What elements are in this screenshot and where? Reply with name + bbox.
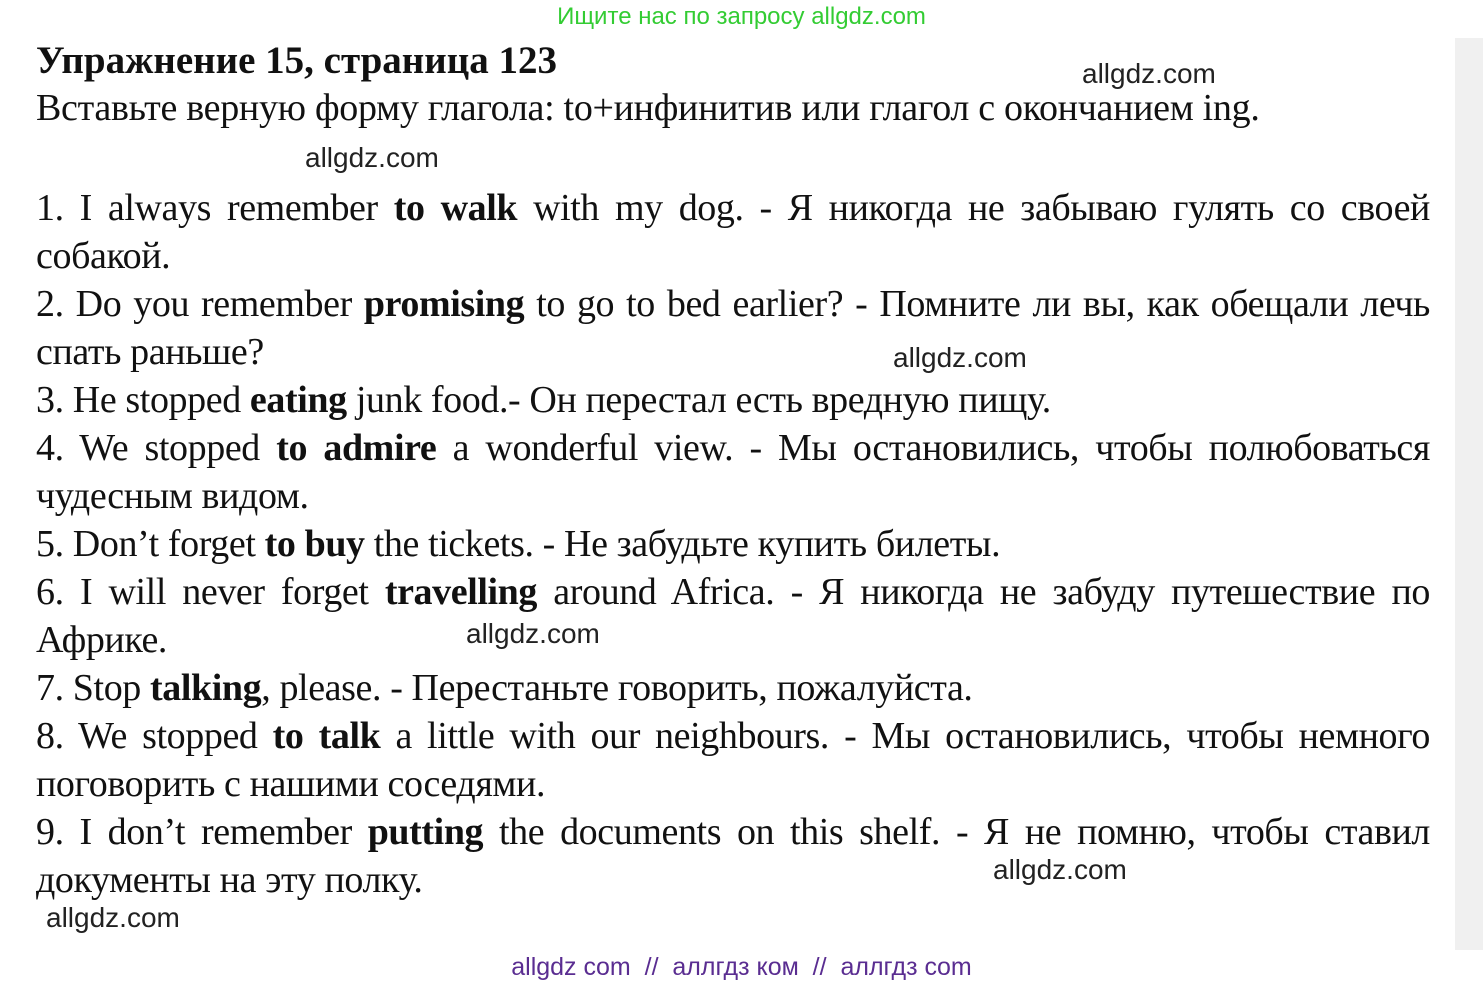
answer-verb: travelling xyxy=(384,571,538,613)
answer-text-pre: 6. I will never forget xyxy=(36,571,385,613)
answer-item-5 xyxy=(36,520,1430,568)
footer-links[interactable]: allgdz com // аллгдз ком // аллгдз com xyxy=(511,953,972,981)
answer-text-post: around Africa. - Я никогда не забуду путешествие по Африке. xyxy=(36,571,1430,661)
watermark: allgdz.com xyxy=(1082,58,1216,89)
answer-text-pre: 2. Do you remember xyxy=(36,283,364,325)
answer-item-1 xyxy=(36,184,1430,280)
answer-text-pre: 4. We stopped xyxy=(36,427,277,469)
answer-text-post: the documents on this shelf. - Я не помню, чтобы ставил документы на эту полку. xyxy=(36,811,1430,901)
answer-item-7 xyxy=(36,664,1430,712)
answer-text-post: a little with our neighbours. - Мы остановились, чтобы немного поговорить с нашими соседями. xyxy=(36,715,1431,805)
watermark: allgdz.com xyxy=(305,142,439,173)
answer-verb: promising xyxy=(363,283,525,325)
top-banner: Ищите нас по запросу allgdz.com xyxy=(557,3,926,30)
exercise-instruction: Вставьте верную форму глагола: to+инфинитив или глагол с окончанием ing. xyxy=(36,87,1260,129)
answer-verb: to buy xyxy=(264,523,365,565)
answer-item-8 xyxy=(36,712,1430,808)
answer-item-3 xyxy=(36,376,1430,424)
answer-verb: to talk xyxy=(272,715,381,757)
answer-item-4 xyxy=(36,424,1430,520)
watermark: allgdz.com xyxy=(46,902,180,933)
answer-text-post: , please. - Перестаньте говорить, пожалуйста. xyxy=(261,667,973,709)
answer-verb: putting xyxy=(367,811,484,853)
exercise-title: Упражнение 15, страница 123 xyxy=(36,39,557,82)
watermark: allgdz.com xyxy=(893,342,1027,373)
answer-item-2 xyxy=(36,280,1430,376)
answer-text-pre: 3. He stopped xyxy=(36,379,250,421)
answer-text-pre: 5. Don’t forget xyxy=(36,523,265,565)
answer-text-pre: 8. We stopped xyxy=(36,715,273,757)
document-content xyxy=(36,38,1430,904)
answer-text-pre: 7. Stop xyxy=(36,667,150,709)
answer-item-9 xyxy=(36,808,1430,904)
answer-text-post: junk food.- Он перестал есть вредную пищу. xyxy=(346,379,1051,421)
answer-text-post: with my dog. - Я никогда не забываю гулять со своей собакой. xyxy=(36,187,1430,277)
answer-text-post: a wonderful view. - Мы остановились, чтобы полюбоваться чудесным видом. xyxy=(36,427,1430,517)
answer-text-pre: 9. I don’t remember xyxy=(36,811,368,853)
watermark: allgdz.com xyxy=(993,854,1127,885)
answer-verb: eating xyxy=(249,379,347,421)
answer-text-post: the tickets. - Не забудьте купить билеты. xyxy=(364,523,1001,565)
answer-verb: to walk xyxy=(393,187,518,229)
answer-verb: talking xyxy=(150,667,262,709)
scrollbar[interactable] xyxy=(1455,38,1483,950)
answer-item-6 xyxy=(36,568,1430,664)
watermark: allgdz.com xyxy=(466,618,600,649)
answer-text-post: to go to bed earlier? - Помните ли вы, как обещали лечь спать раньше? xyxy=(36,283,1430,373)
answer-text-pre: 1. I always remember xyxy=(36,187,394,229)
answer-verb: to admire xyxy=(276,427,437,469)
